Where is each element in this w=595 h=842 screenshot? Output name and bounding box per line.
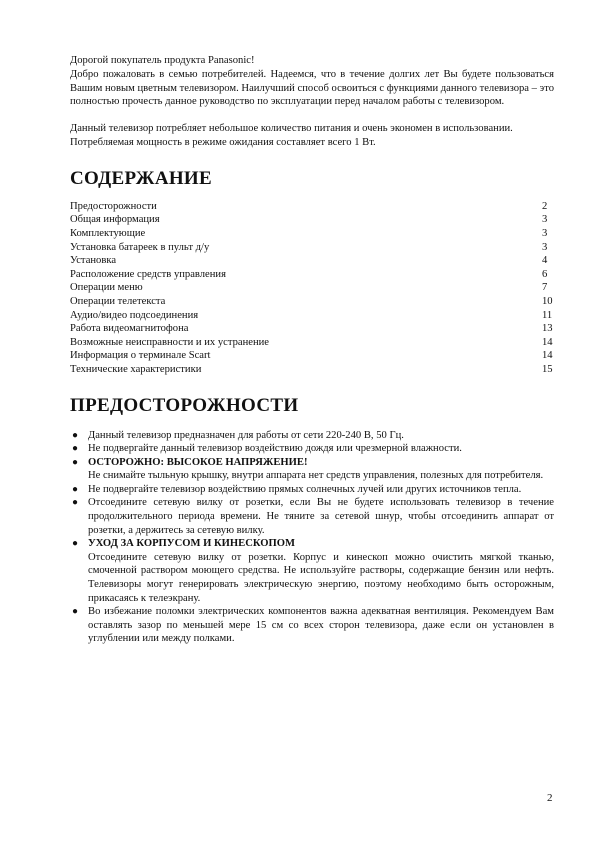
toc-item-label: Операции меню xyxy=(70,282,143,294)
precaution-item xyxy=(70,496,554,537)
toc-item xyxy=(70,336,554,350)
document-page xyxy=(70,54,554,646)
toc-item-label: Аудио/видео подсоединения xyxy=(70,309,199,321)
toc-item-page: 14 xyxy=(542,350,553,362)
toc-item xyxy=(70,295,554,309)
toc-item xyxy=(70,213,554,227)
precaution-item xyxy=(70,537,554,605)
precaution-item xyxy=(70,429,554,443)
toc-item-label: Установка батареек в пульт д/у xyxy=(70,241,210,253)
toc-item-page: 2 xyxy=(542,200,548,212)
toc-item-label: Установка xyxy=(70,255,117,267)
toc-item-label: Расположение средств управления xyxy=(70,268,226,280)
toc-item-page: 14 xyxy=(542,336,553,348)
precaution-heading: УХОД ЗА КОРПУСОМ И КИНЕСКОПОМ xyxy=(88,538,296,550)
precaution-item xyxy=(70,456,554,483)
bullet-icon: ● xyxy=(72,538,79,550)
bullet-icon: ● xyxy=(72,456,79,468)
toc-item xyxy=(70,349,554,363)
precaution-text: Не снимайте тыльную крышку, внутри аппарата нет средств управления, полезных для потребителя. xyxy=(88,470,544,482)
toc-item-page: 6 xyxy=(542,268,548,280)
toc-item xyxy=(70,200,554,214)
toc-item-page: 13 xyxy=(542,323,553,335)
toc-item xyxy=(70,254,554,268)
toc-item-label: Комплектующие xyxy=(70,227,146,239)
toc-item-page: 11 xyxy=(542,309,553,321)
toc-item xyxy=(70,322,554,336)
toc-item-page: 10 xyxy=(542,295,553,307)
precaution-text: Не подвергайте данный телевизор воздействию дождя или чрезмерной влажности. xyxy=(88,443,462,455)
page-number: 2 xyxy=(547,792,553,804)
toc-item-page: 3 xyxy=(542,241,548,253)
toc-item-label: Операции телетекста xyxy=(70,295,166,307)
bullet-icon: ● xyxy=(72,606,79,618)
precautions-title: ПРЕДОСТОРОЖНОСТИ xyxy=(70,394,299,416)
toc-item xyxy=(70,268,554,282)
welcome-paragraph: Добро пожаловать в семью потребителей. Надеемся, что в течение долгих лет Вы будете пользоваться Вашим новым цветным телевизором. Наилучший способ освоиться с функциями данного телевизора – это полностью прочесть данное руководство по эксплуатации перед началом работы с телевизором. xyxy=(70,68,554,108)
toc-item-label: Технические характеристики xyxy=(70,363,202,375)
precaution-text: Данный телевизор предназначен для работы от сети 220-240 В, 50 Гц. xyxy=(88,429,404,441)
toc-item-label: Информация о терминале Scart xyxy=(70,350,211,362)
toc-item-page: 7 xyxy=(542,282,548,294)
precaution-item xyxy=(70,483,554,497)
toc-item-page: 3 xyxy=(542,227,548,239)
toc-item-page: 3 xyxy=(542,214,548,226)
toc-item xyxy=(70,227,554,241)
precaution-item xyxy=(70,442,554,456)
bullet-icon: ● xyxy=(72,429,79,441)
standby-paragraph: Потребляемая мощность в режиме ожидания составляет всего 1 Вт. xyxy=(70,136,376,148)
bullet-icon: ● xyxy=(72,483,79,495)
toc-item-page: 4 xyxy=(542,255,548,267)
toc-item-label: Предосторожности xyxy=(70,200,157,212)
precautions-list xyxy=(70,429,554,647)
toc-item-page: 15 xyxy=(542,363,553,375)
precaution-heading: ОСТОРОЖНО: ВЫСОКОЕ НАПРЯЖЕНИЕ! xyxy=(88,456,308,468)
bullet-icon: ● xyxy=(72,443,79,455)
toc-item-label: Возможные неисправности и их устранение xyxy=(70,336,269,348)
toc-item-label: Общая информация xyxy=(70,214,160,226)
power-paragraph: Данный телевизор потребляет небольшое количество питания и очень экономен в использовании. xyxy=(70,123,513,135)
toc-item xyxy=(70,281,554,295)
precaution-text: Не подвергайте телевизор воздействию прямых солнечных лучей или других источников тепла. xyxy=(88,483,522,495)
toc-item xyxy=(70,363,554,377)
toc-item xyxy=(70,309,554,323)
precaution-text: Отсоедините сетевую вилку от розетки, если Вы не будете использовать телевизор в течение продолжительного периода времени. Не тяните за сетевой шнур, чтобы отсоединить аппарат от розетки, а держитесь за сетевую вилку. xyxy=(88,497,554,536)
toc-item-label: Работа видеомагнитофона xyxy=(70,323,189,335)
bullet-icon: ● xyxy=(72,497,79,509)
toc-item xyxy=(70,241,554,255)
precaution-text: Отсоедините сетевую вилку от розетки. Корпус и кинескоп можно очистить мягкой тканью, смоченной раствором моющего средства. Не используйте растворы, содержащие бензин или нефть. Телевизоры могут генерировать электрическую энергию, поэтому необходимо быть осторожным, прикасаясь к телеэкрану. xyxy=(88,551,554,604)
precaution-text: Во избежание поломки электрических компонентов важна адекватная вентиляция. Рекомендуем Вам оставлять зазор по меньшей мере 15 см со всех сторон телевизора, даже если он установлен в углублении или между полками. xyxy=(88,606,554,645)
table-of-contents xyxy=(70,200,554,377)
precaution-item xyxy=(70,605,554,646)
toc-title: СОДЕРЖАНИЕ xyxy=(70,167,212,189)
greeting: Дорогой покупатель продукта Panasonic! xyxy=(70,55,255,66)
